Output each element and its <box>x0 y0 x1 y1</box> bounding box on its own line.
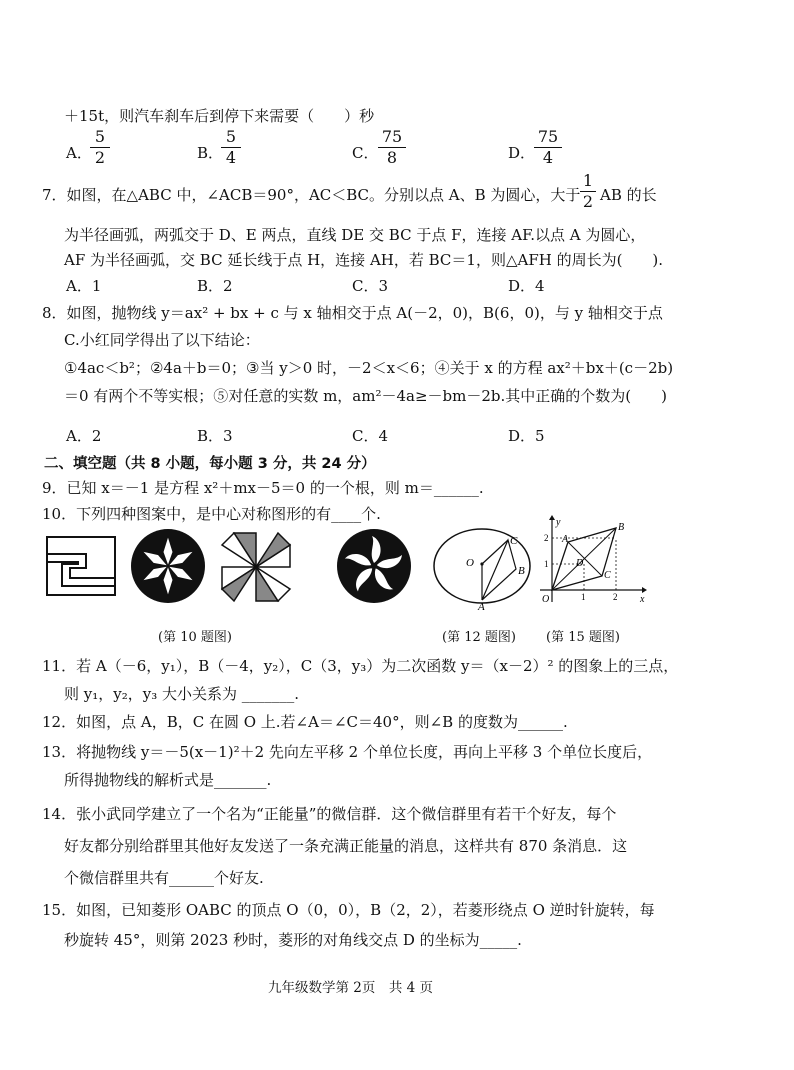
q12-text: 12．如图，点 A，B，C 在圆 O 上.若∠A＝∠C＝40°，则∠B 的度数为______. <box>42 713 568 731</box>
section-heading-fill-blank: 二、填空题（共 8 小题，每小题 3 分，共 24 分） <box>44 456 376 472</box>
q8-line-4: ＝0 有两个不等实根；⑤对任意的实数 m，am²－4a≥－bm－2b.其中正确的个数为( ) <box>64 387 667 405</box>
q10-figure-3 <box>218 530 294 604</box>
q14-line-1: 14．张小武同学建立了一个名为“正能量”的微信群．这个微信群里有若干个好友，每个 <box>42 805 617 823</box>
q15-axis-y: y <box>556 517 561 528</box>
q8-option-c: C．4 <box>352 427 389 445</box>
q15-tick-y1: 1 <box>544 559 549 569</box>
q8-option-d: D．5 <box>508 427 545 445</box>
q15-line-1: 15．如图，已知菱形 OABC 的顶点 O（0，0），B（2，2），若菱形绕点 O 逆时针旋转，每 <box>42 901 655 919</box>
q7-option-c: C．3 <box>352 277 389 295</box>
q7-line-1: 7．如图，在△ABC 中，∠ACB＝90°，AC＜BC。分别以点 A、B 为圆心，大于 <box>42 186 581 204</box>
q15-label-d: D <box>576 558 584 569</box>
q10-figure-1 <box>46 536 116 596</box>
caption-fig-15: (第 15 题图) <box>546 630 620 645</box>
q12-label-b: B <box>518 565 525 577</box>
q11-line-2: 则 y₁，y₂，y₃ 大小关系为 _______. <box>64 685 300 703</box>
q13-line-1: 13．将抛物线 y＝－5(x－1)²＋2 先向左平移 2 个单位长度，再向上平移 3 个单位长度后， <box>42 743 653 761</box>
q12-label-o: O <box>466 557 474 569</box>
q8-line-3: ①4ac＜b²；②4a＋b＝0；③当 y＞0 时，－2＜x＜6；④关于 x 的方程 ax²＋bx＋(c－2b) <box>64 359 674 377</box>
q15-line-2: 秒旋转 45°，则第 2023 秒时，菱形的对角线交点 D 的坐标为_____. <box>64 931 522 949</box>
q12-figure <box>432 528 532 612</box>
q14-line-3: 个微信群里共有______个好友. <box>64 869 264 887</box>
q15-figure <box>536 514 648 606</box>
q6-option-b-label: B． <box>197 144 224 162</box>
q15-axis-x: x <box>640 594 645 605</box>
q6-option-a-label: A． <box>66 144 92 162</box>
q15-tick-x1: 1 <box>581 592 586 602</box>
q14-line-2: 好友都分别给群里其他好友发送了一条充满正能量的消息，这样共有 870 条消息．这 <box>64 837 628 855</box>
q6-option-a-fraction: 5 2 <box>90 128 110 167</box>
q12-label-a: A <box>478 601 485 613</box>
q6-option-d-label: D． <box>508 144 536 162</box>
q8-option-a: A．2 <box>66 427 102 445</box>
caption-fig-12: (第 12 题图) <box>442 630 516 645</box>
caption-fig-10: (第 10 题图) <box>158 630 232 645</box>
q6-option-d-fraction: 75 4 <box>534 128 562 167</box>
q8-option-b: B．3 <box>197 427 233 445</box>
q7-line-3: AF 为半径画弧，交 BC 延长线于点 H，连接 AH，若 BC＝1，则△AFH 的周长为( ). <box>64 251 664 269</box>
q6-text: ＋15t，则汽车刹车后到停下来需要（ ）秒 <box>64 107 375 125</box>
page-footer: 九年级数学第 2页 共 4 页 <box>268 980 434 996</box>
q7-option-b: B．2 <box>197 277 233 295</box>
q10-text: 10．下列四种图案中，是中心对称图形的有____个. <box>42 505 381 523</box>
q7-option-a: A．1 <box>66 277 102 295</box>
q12-label-c: C <box>510 535 518 547</box>
q10-figure-4 <box>336 528 412 604</box>
q8-line-1: 8．如图，抛物线 y＝ax² + bx + c 与 x 轴相交于点 A(－2，0)，B(6，0)，与 y 轴相交于点 <box>42 304 663 322</box>
q7-line-1-end: AB 的长 <box>600 186 657 204</box>
q15-label-a: A <box>562 534 569 545</box>
q15-label-c: C <box>604 570 611 581</box>
q10-figure-2 <box>130 528 206 604</box>
q6-option-c-label: C． <box>352 144 379 162</box>
q15-label-b: B <box>618 522 625 533</box>
q6-option-b-fraction: 5 4 <box>221 128 241 167</box>
q15-tick-y2: 2 <box>544 533 549 543</box>
q8-line-2: C.小红同学得出了以下结论： <box>64 331 260 349</box>
q7-fraction-half: 1 2 <box>580 172 596 211</box>
q15-tick-x2: 2 <box>613 592 618 602</box>
q15-label-o: O <box>542 594 550 605</box>
q9-text: 9．已知 x＝－1 是方程 x²＋mx－5＝0 的一个根，则 m＝______. <box>42 479 484 497</box>
q6-option-c-fraction: 75 8 <box>378 128 406 167</box>
q11-line-1: 11．若 A（－6，y₁），B（－4，y₂），C（3，y₃）为二次函数 y＝（x－2）² 的图象上的三点， <box>42 657 679 675</box>
q7-line-2: 为半径画弧，两弧交于 D、E 两点，直线 DE 交 BC 于点 F，连接 AF.以点 A 为圆心， <box>64 226 646 244</box>
q13-line-2: 所得抛物线的解析式是_______. <box>64 771 272 789</box>
q7-option-d: D．4 <box>508 277 545 295</box>
